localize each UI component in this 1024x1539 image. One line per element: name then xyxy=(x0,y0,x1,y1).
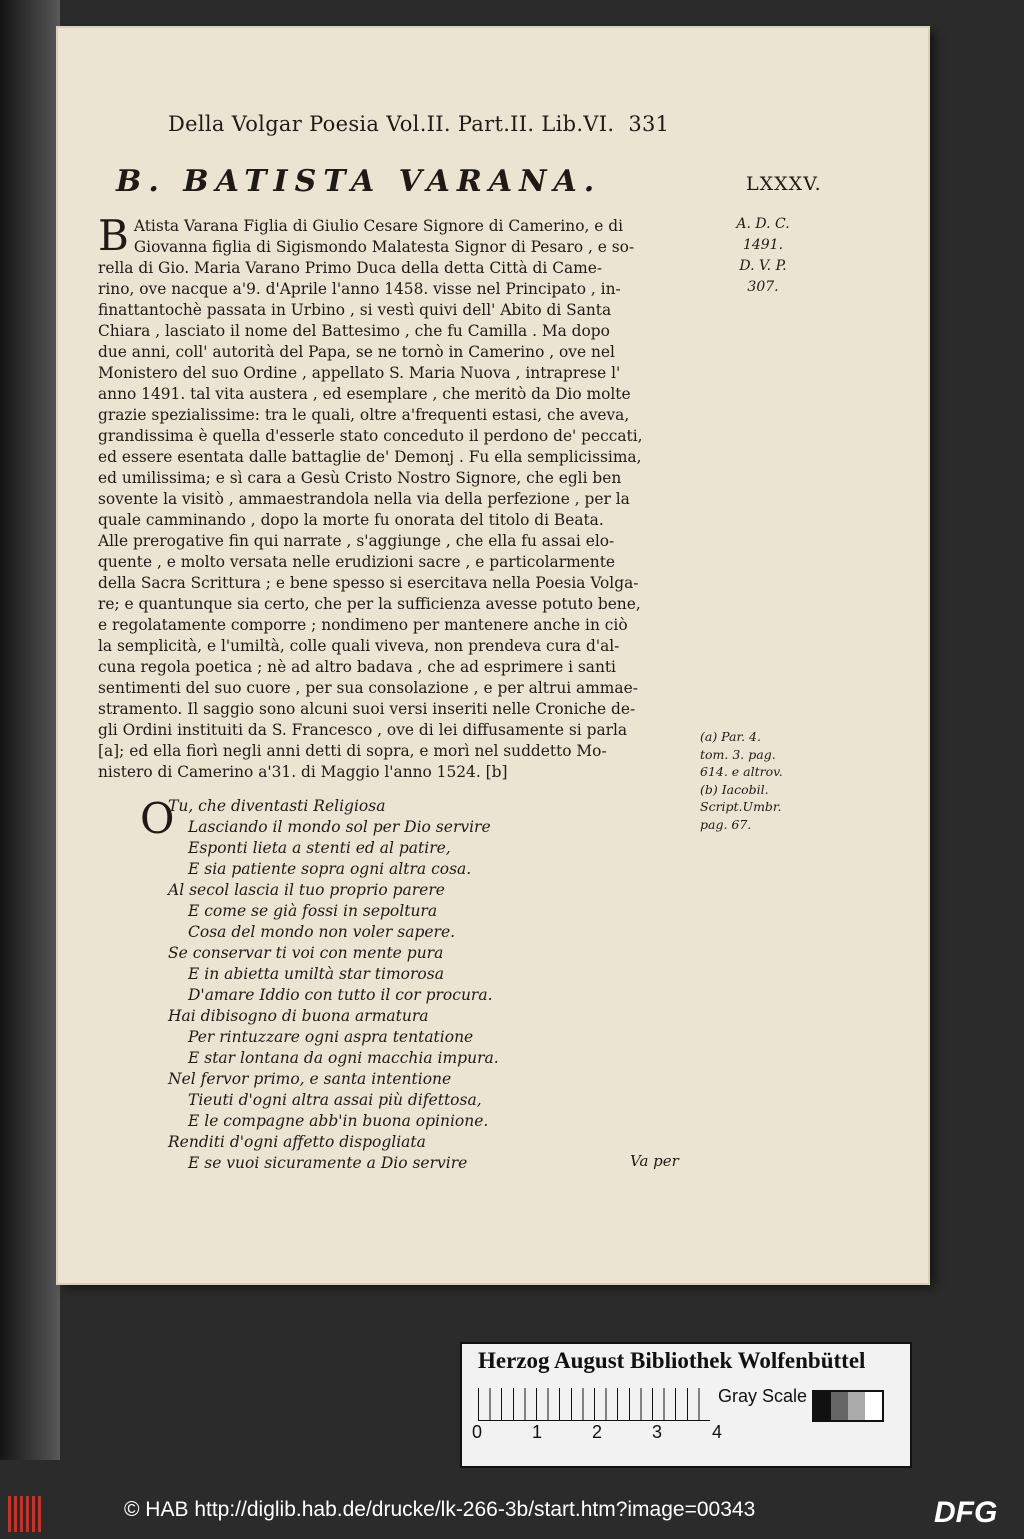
book-spine-edge xyxy=(0,0,60,1460)
poem-line: D'amare Iddio con tutto il cor procura. xyxy=(188,986,493,1004)
poem-line: Tieuti d'ogni altra assai più difettosa, xyxy=(188,1091,482,1109)
body-line: due anni, coll' autorità del Papa, se ne tornò in Camerino , ove nel xyxy=(98,343,615,361)
body-line: nistero di Camerino a'31. di Maggio l'anno 1524. [b] xyxy=(98,763,508,781)
body-line: anno 1491. tal vita austera , ed esemplare , che meritò da Dio molte xyxy=(98,385,631,403)
margin-note-line: (b) Iacobil. xyxy=(700,781,769,797)
body-line: Monistero del suo Ordine , appellato S. Maria Nuova , intraprese l' xyxy=(98,364,621,382)
margin-note-line: tom. 3. pag. xyxy=(700,746,776,762)
ruler-numbers xyxy=(472,1422,722,1443)
measurement-ruler xyxy=(478,1388,710,1421)
ruler-number: 3 xyxy=(651,1422,662,1442)
body-line: Giovanna figlia di Sigismondo Malatesta Signor di Pesaro , e so- xyxy=(133,238,635,256)
section-title: B. BATISTA VARANA. xyxy=(116,164,602,199)
body-line: ed essere esentata dalle battaglie de' Demonj . Fu ella semplicissima, xyxy=(98,448,642,466)
body-line: sentimenti del suo cuore , per sua consolazione , e per altrui ammae- xyxy=(98,679,638,697)
poem-line: Per rintuzzare ogni aspra tentatione xyxy=(188,1028,474,1046)
poem-lines xyxy=(142,796,702,1174)
body-line: sovente la visitò , ammaestrandola nella via della perfezione , per la xyxy=(98,490,630,508)
poem-line: Al secol lascia il tuo proprio parere xyxy=(168,881,445,899)
ruler-number: 0 xyxy=(472,1422,483,1442)
ruler-number: 2 xyxy=(591,1422,602,1442)
poem-line: Nel fervor primo, e santa intentione xyxy=(168,1070,452,1088)
poem-line: Se conservar ti voi con mente pura xyxy=(168,944,444,962)
hab-logo-icon xyxy=(8,1496,42,1532)
poem-line: E come se già fossi in sepoltura xyxy=(188,902,438,920)
poem-line: Hai dibisogno di buona armatura xyxy=(168,1007,429,1025)
ruler-number: 1 xyxy=(531,1422,542,1442)
poem-line: E star lontana da ogni macchia impura. xyxy=(188,1049,499,1067)
margin-date-line: D. V. P. xyxy=(739,258,787,274)
margin-note-line: Script.Umbr. xyxy=(700,799,782,814)
poem-line: Esponti lieta a stenti ed al patire, xyxy=(188,839,451,857)
margin-dates xyxy=(708,214,818,298)
chapter-number: LXXXV. xyxy=(746,173,822,195)
body-line: Chiara , lasciato il nome del Battesimo , che fu Camilla . Ma dopo xyxy=(98,322,610,340)
copyright-url[interactable]: © HAB http://diglib.hab.de/drucke/lk-266-3b/start.htm?image=00343 xyxy=(124,1498,756,1521)
margin-date-line: A. D. C. xyxy=(736,216,790,232)
poem-line: E le compagne abb'in buona opinione. xyxy=(188,1112,489,1130)
body-line: gli Ordini instituiti da S. Francesco , ove di lei diffusamente si parla xyxy=(98,721,628,739)
body-lines xyxy=(98,211,704,783)
running-head xyxy=(168,112,669,136)
body-line: la semplicità, e l'umiltà, colle quali viveva, non prendeva cura d'al- xyxy=(98,637,620,655)
margin-note-line: pag. 67. xyxy=(700,816,752,832)
poem-line: E in abietta umiltà star timorosa xyxy=(188,965,444,983)
margin-note-line: (a) Par. 4. xyxy=(700,729,761,744)
poem-line: E se vuoi sicuramente a Dio servire xyxy=(188,1154,468,1172)
body-line: grandissima è quella d'esserle stato conceduto il perdono de' peccati, xyxy=(98,427,643,445)
library-name: Herzog August Bibliothek Wolfenbüttel xyxy=(478,1348,866,1373)
page-number: 331 xyxy=(628,112,670,136)
margin-date-line: 307. xyxy=(747,279,779,295)
body-line: Alle prerogative fin qui narrate , s'aggiunge , che ella fu assai elo- xyxy=(98,532,615,550)
body-line: cuna regola poetica ; nè ad altro badava , che ad esprimere i santi xyxy=(98,658,616,676)
body-line: quale camminando , dopo la morte fu onorata del titolo di Beata. xyxy=(98,511,604,529)
body-text xyxy=(98,211,704,783)
body-line: rino, ove nacque a'9. d'Aprile l'anno 1458. visse nel Principato , in- xyxy=(98,280,621,298)
body-line: [a]; ed ella fiorì negli anni detti di sopra, e morì nel suddetto Mo- xyxy=(98,742,607,760)
book-page xyxy=(58,28,928,1283)
body-line: quente , e molto versata nelle erudizioni sacre , e particolarmente xyxy=(98,553,615,571)
body-line: della Sacra Scrittura ; e bene spesso si esercitava nella Poesia Volga- xyxy=(98,574,639,592)
gray-scale-swatch xyxy=(812,1390,884,1422)
body-line: re; e quantunque sia certo, che per la sufficienza avesse potuto bene, xyxy=(98,595,641,613)
color-reference-card xyxy=(460,1342,912,1468)
poem-drop-cap: O xyxy=(140,794,175,843)
catchword: Va per xyxy=(630,1152,679,1170)
dfg-logo: DFG xyxy=(934,1496,998,1529)
poem-line: E sia patiente sopra ogni altra cosa. xyxy=(188,860,472,878)
body-line: stramento. Il saggio sono alcuni suoi versi inseriti nelle Croniche de- xyxy=(98,700,636,718)
body-line: rella di Gio. Maria Varano Primo Duca della detta Città di Came- xyxy=(98,259,603,277)
margin-notes xyxy=(700,728,824,833)
drop-cap: B xyxy=(98,211,129,260)
poem-line: Cosa del mondo non voler sapere. xyxy=(188,923,456,941)
margin-note-line: 614. e altrov. xyxy=(700,764,783,779)
poem-line: Lasciando il mondo sol per Dio servire xyxy=(188,818,491,836)
footer-bar xyxy=(0,1490,1024,1539)
body-line: grazie spezialissime: tra le quali, oltre a'frequenti estasi, che aveva, xyxy=(98,406,630,424)
running-head-text: Della Volgar Poesia Vol.II. Part.II. Lib.VI. xyxy=(168,112,615,136)
poem xyxy=(142,796,702,1174)
ruler-number: 4 xyxy=(711,1422,722,1442)
body-line: Atista Varana Figlia di Giulio Cesare Signore di Camerino, e di xyxy=(133,217,624,235)
body-line: e regolatamente comporre ; nondimeno per mantenere anche in ciò xyxy=(98,616,628,634)
body-line: finattantochè passata in Urbino , si vestì quivi dell' Abito di Santa xyxy=(98,301,612,319)
poem-line: Tu, che diventasti Religiosa xyxy=(168,797,386,815)
gray-scale-label: Gray Scale xyxy=(718,1386,808,1406)
body-line: ed umilissima; e sì cara a Gesù Cristo Nostro Signore, che egli ben xyxy=(98,469,622,487)
poem-line: Renditi d'ogni affetto dispogliata xyxy=(168,1133,426,1151)
margin-date-line: 1491. xyxy=(742,237,784,253)
